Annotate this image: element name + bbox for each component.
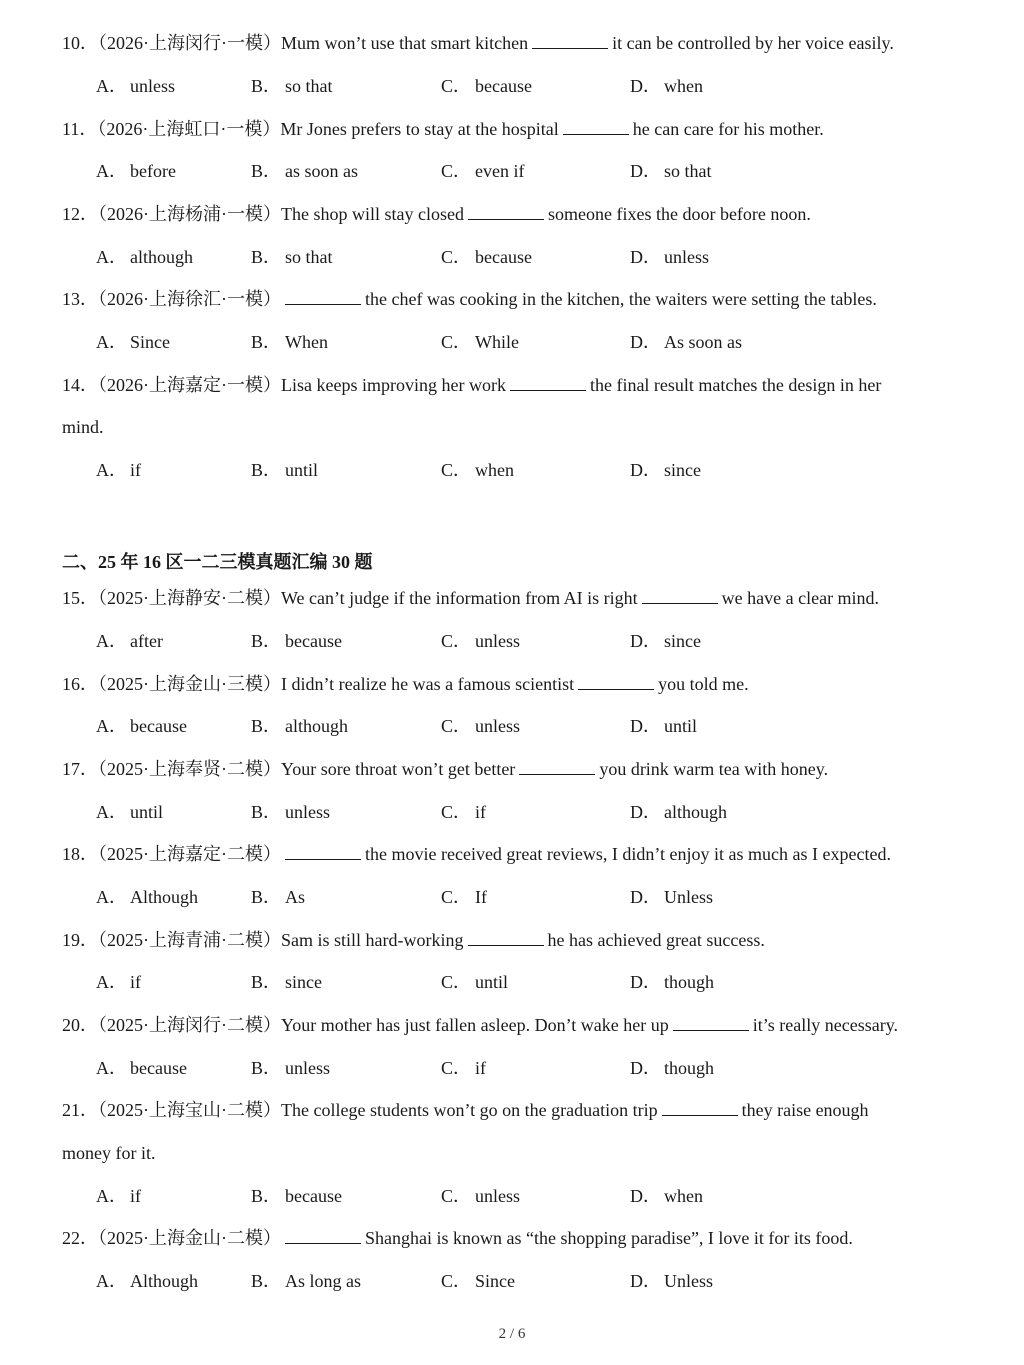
question-20	[62, 1014, 898, 1036]
options-row-19	[96, 971, 896, 993]
question-number: 16．	[62, 674, 98, 694]
question-text-before: Your mother has just fallen asleep. Don’t wake her up	[281, 1015, 669, 1035]
option-a: A． if	[96, 1186, 141, 1206]
answer-blank	[563, 119, 629, 135]
options-row-15	[96, 630, 896, 652]
answer-blank	[578, 674, 654, 690]
option-c: C． unless	[441, 716, 520, 736]
question-text-before: Your sore throat won’t get better	[281, 759, 516, 779]
option-c: C． if	[441, 1058, 486, 1078]
question-14	[62, 374, 881, 396]
option-a: A． although	[96, 247, 193, 267]
answer-blank	[468, 204, 544, 220]
question-text-after: you told me.	[658, 674, 749, 694]
option-c: C． if	[441, 802, 486, 822]
question-21-continuation: money for it.	[62, 1143, 156, 1163]
question-number: 18．	[62, 844, 98, 864]
option-b: B． until	[251, 460, 319, 480]
option-d: D． although	[630, 802, 727, 822]
option-a: A． if	[96, 460, 141, 480]
question-text-after: the chef was cooking in the kitchen, the waiters were setting the tables.	[365, 289, 877, 309]
options-row-12	[96, 246, 896, 268]
options-row-20	[96, 1057, 896, 1079]
option-c: C． because	[441, 76, 532, 96]
question-number: 14．	[62, 375, 98, 395]
question-number: 17．	[62, 759, 98, 779]
question-source: （2026·上海杨浦·一模）	[98, 204, 281, 224]
option-a: A． Although	[96, 1271, 199, 1291]
option-b: B． unless	[251, 802, 330, 822]
options-row-18	[96, 886, 896, 908]
option-a: A． Since	[96, 332, 170, 352]
question-number: 15．	[62, 588, 98, 608]
option-a: A． Although	[96, 887, 199, 907]
question-text-before: We can’t judge if the information from AI is right	[281, 588, 638, 608]
question-text-after: the movie received great reviews, I didn’t enjoy it as much as I expected.	[365, 844, 891, 864]
question-17	[62, 758, 828, 780]
options-row-13	[96, 331, 896, 353]
question-text-after: he can care for his mother.	[632, 119, 824, 139]
options-row-16	[96, 715, 896, 737]
question-19	[62, 929, 765, 951]
option-d: D． though	[630, 1058, 715, 1078]
question-15	[62, 587, 879, 609]
question-text-before: I didn’t realize he was a famous scientist	[281, 674, 575, 694]
option-b: B． As	[251, 887, 306, 907]
question-text-after: Shanghai is known as “the shopping paradise”, I love it for its food.	[365, 1228, 853, 1248]
option-a: A． unless	[96, 76, 175, 96]
answer-blank	[673, 1015, 749, 1031]
answer-blank	[532, 33, 608, 49]
option-b: B． because	[251, 1186, 342, 1206]
question-number: 19．	[62, 930, 98, 950]
option-c: C． even if	[441, 161, 525, 181]
option-b: B． so that	[251, 76, 333, 96]
question-text-after: someone fixes the door before noon.	[547, 204, 811, 224]
question-text-after: you drink warm tea with honey.	[599, 759, 829, 779]
option-b: B． As long as	[251, 1271, 361, 1291]
option-b: B． unless	[251, 1058, 330, 1078]
option-d: D． Unless	[630, 887, 713, 907]
option-a: A． because	[96, 716, 187, 736]
option-c: C． While	[441, 332, 519, 352]
question-number: 20．	[62, 1015, 98, 1035]
question-number: 12．	[62, 204, 98, 224]
option-c: C． If	[441, 887, 487, 907]
option-d: D． since	[630, 460, 701, 480]
question-text-before: The shop will stay closed	[281, 204, 464, 224]
option-b: B． since	[251, 972, 322, 992]
question-source: （2025·上海金山·二模）	[98, 1228, 281, 1248]
option-d: D． since	[630, 631, 701, 651]
question-text-before: Sam is still hard-working	[281, 930, 464, 950]
question-16	[62, 673, 749, 695]
question-10	[62, 32, 894, 54]
answer-blank	[285, 289, 361, 305]
option-c: C． unless	[441, 631, 520, 651]
question-11	[62, 118, 824, 140]
section-title: 二、25 年 16 区一二三模真题汇编 30 题	[62, 552, 373, 572]
question-source: （2026·上海嘉定·一模）	[98, 375, 281, 395]
question-12	[62, 203, 811, 225]
question-text-after: he has achieved great success.	[547, 930, 765, 950]
option-a: A． if	[96, 972, 141, 992]
answer-blank	[285, 1228, 361, 1244]
question-source: （2026·上海徐汇·一模）	[98, 289, 281, 309]
option-d: D． though	[630, 972, 715, 992]
option-a: A． because	[96, 1058, 187, 1078]
question-text-after: it’s really necessary.	[752, 1015, 899, 1035]
answer-blank	[510, 375, 586, 391]
option-d: D． when	[630, 76, 703, 96]
options-row-14	[96, 459, 896, 481]
question-number: 10．	[62, 33, 98, 53]
option-c: C． when	[441, 460, 514, 480]
question-text-after: they raise enough	[741, 1100, 869, 1120]
answer-blank	[468, 930, 544, 946]
question-22	[62, 1227, 853, 1249]
option-d: D． unless	[630, 247, 709, 267]
option-a: A． until	[96, 802, 164, 822]
question-number: 21．	[62, 1100, 98, 1120]
option-d: D． when	[630, 1186, 703, 1206]
answer-blank	[662, 1100, 738, 1116]
option-b: B． because	[251, 631, 342, 651]
question-21	[62, 1099, 869, 1121]
question-text-before: Lisa keeps improving her work	[281, 375, 506, 395]
question-text-after: the final result matches the design in her	[589, 375, 882, 395]
question-source: （2025·上海宝山·二模）	[98, 1100, 281, 1120]
question-source: （2026·上海闵行·一模）	[98, 33, 281, 53]
options-row-10	[96, 75, 896, 97]
question-text-before: Mum won’t use that smart kitchen	[281, 33, 529, 53]
option-b: B． When	[251, 332, 328, 352]
answer-blank	[642, 588, 718, 604]
option-b: B． although	[251, 716, 348, 736]
option-c: C． because	[441, 247, 532, 267]
option-c: C． until	[441, 972, 509, 992]
option-b: B． so that	[251, 247, 333, 267]
question-18	[62, 843, 891, 865]
answer-blank	[519, 759, 595, 775]
answer-blank	[285, 844, 361, 860]
question-number: 11．	[62, 119, 98, 139]
options-row-11	[96, 160, 896, 182]
question-13	[62, 288, 877, 310]
question-source: （2025·上海青浦·二模）	[98, 930, 281, 950]
option-d: D． As soon as	[630, 332, 743, 352]
options-row-17	[96, 801, 896, 823]
option-a: A． before	[96, 161, 176, 181]
question-text-before: Mr Jones prefers to stay at the hospital	[280, 119, 559, 139]
question-text-before: The college students won’t go on the graduation trip	[281, 1100, 658, 1120]
option-a: A． after	[96, 631, 163, 651]
page-number: 2 / 6	[498, 1326, 526, 1342]
option-d: D． until	[630, 716, 698, 736]
option-c: C． Since	[441, 1271, 515, 1291]
question-source: （2025·上海静安·二模）	[98, 588, 281, 608]
question-source: （2025·上海奉贤·二模）	[98, 759, 281, 779]
question-number: 22．	[62, 1228, 98, 1248]
option-b: B． as soon as	[251, 161, 358, 181]
question-source: （2025·上海嘉定·二模）	[98, 844, 281, 864]
options-row-21	[96, 1185, 896, 1207]
option-d: D． Unless	[630, 1271, 713, 1291]
option-c: C． unless	[441, 1186, 520, 1206]
question-source: （2025·上海金山·三模）	[98, 674, 281, 694]
question-source: （2026·上海虹口·一模）	[97, 119, 281, 139]
question-14-continuation: mind.	[62, 417, 104, 437]
question-text-after: it can be controlled by her voice easily.	[612, 33, 894, 53]
option-d: D． so that	[630, 161, 712, 181]
question-text-after: we have a clear mind.	[721, 588, 880, 608]
question-number: 13．	[62, 289, 98, 309]
options-row-22	[96, 1270, 896, 1292]
question-source: （2025·上海闵行·二模）	[98, 1015, 281, 1035]
